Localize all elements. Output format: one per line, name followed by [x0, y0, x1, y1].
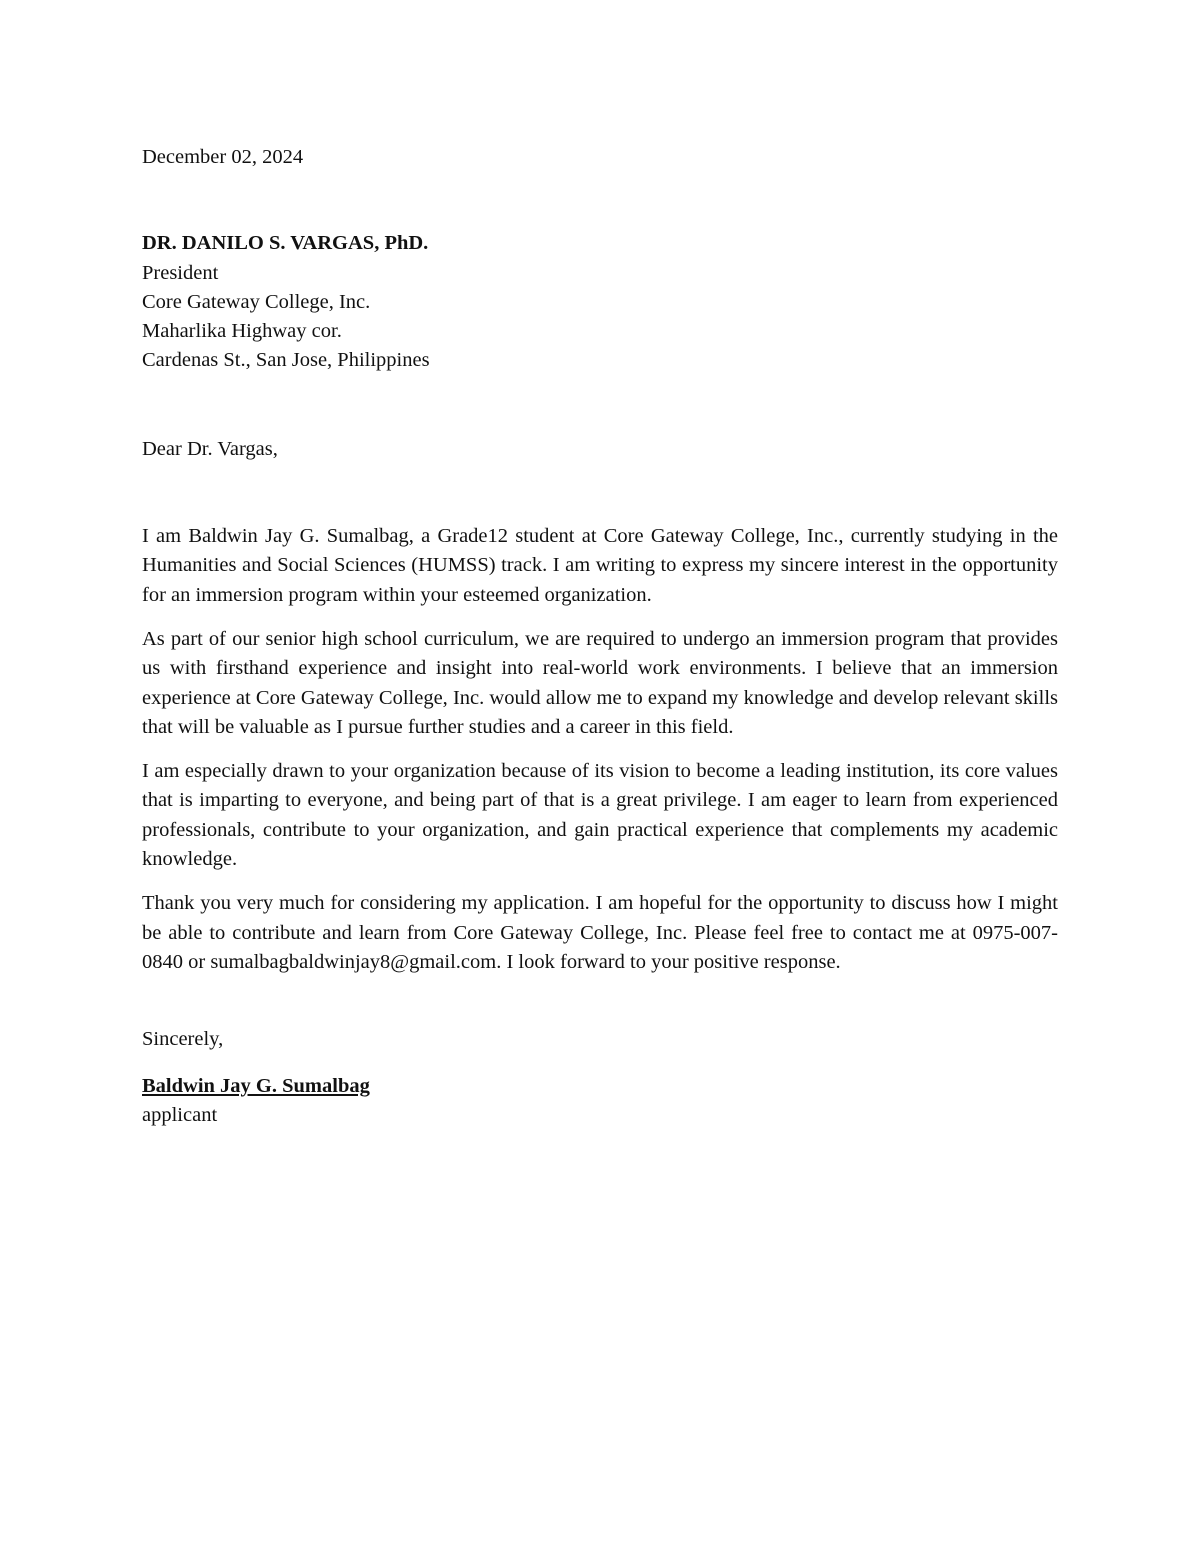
body-paragraph: As part of our senior high school curriculum, we are required to undergo an immersion program that provides us with firsthand experience and insight into real-world work environments. I believe that an immersion experience at Core Gateway College, Inc. would allow me to expand my knowledge and develop relevant skills that will be valuable as I pursue further studies and a career in this field.	[142, 627, 1058, 738]
closing: Sincerely,	[142, 1028, 224, 1051]
recipient-address-line1: Maharlika Highway cor.	[142, 320, 342, 343]
recipient-name: DR. DANILO S. VARGAS, PhD.	[142, 232, 429, 255]
recipient-title: President	[142, 261, 219, 284]
letter-body	[142, 522, 1058, 977]
salutation: Dear Dr. Vargas,	[142, 437, 278, 460]
body-paragraph: I am Baldwin Jay G. Sumalbag, a Grade12 student at Core Gateway College, Inc., currently studying in the Humanities and Social Sciences (HUMSS) track. I am writing to express my sincere interest in the opportunity for an immersion program within your esteemed organization.	[142, 525, 1058, 606]
letter	[142, 143, 1058, 1130]
body-paragraph: Thank you very much for considering my application. I am hopeful for the opportunity to discuss how I might be able to contribute and learn from Core Gateway College, Inc. Please feel free to contact me at 0975-007-0840 or sumalbagbaldwinjay8@gmail.com. I look forward to your positive response.	[142, 892, 1058, 973]
recipient-organization: Core Gateway College, Inc.	[142, 290, 371, 313]
recipient-address-line2: Cardenas St., San Jose, Philippines	[142, 349, 430, 372]
signer-role: applicant	[142, 1103, 218, 1126]
recipient-block	[142, 229, 1058, 375]
signature-block	[142, 1072, 1058, 1131]
letter-date: December 02, 2024	[142, 146, 304, 168]
body-paragraph: I am especially drawn to your organization because of its vision to become a leading institution, its core values that is imparting to everyone, and being part of that is a great privilege. I am eager to learn from experienced professionals, contribute to your organization, and gain practical experience that complements my academic knowledge.	[142, 760, 1058, 871]
signer-name: Baldwin Jay G. Sumalbag	[142, 1074, 370, 1097]
